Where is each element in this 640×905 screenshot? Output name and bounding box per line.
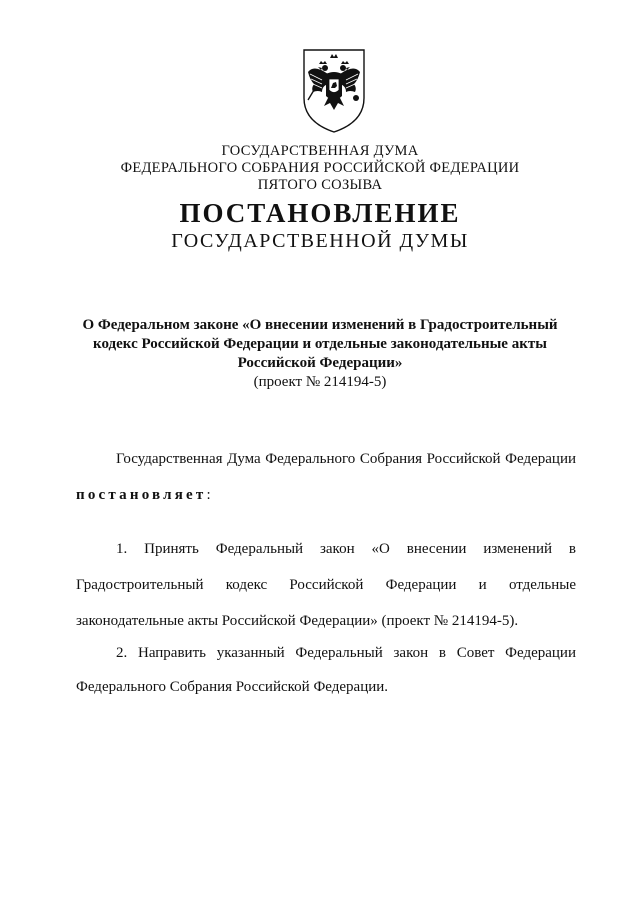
document-issuer-title: ГОСУДАРСТВЕННОЙ ДУМЫ: [171, 230, 469, 252]
resolution-item-1: 1. Принять Федеральный закон «О внесении изменений в Градостроительный кодекс Российской Федерации и отдельные законодательные акты Российской Федерации» (проект № 214194-5).: [76, 541, 576, 629]
issuer-header: [0, 143, 640, 194]
document-type-title: ПОСТАНОВЛЕНИЕ: [179, 198, 461, 228]
coat-of-arms-icon: [300, 46, 368, 136]
project-number: (проект № 214194-5): [253, 374, 387, 390]
preamble-text: Государственная Дума Федерального Собрания Российской Федерации: [116, 451, 576, 467]
preamble-paragraph: [76, 441, 576, 513]
preamble-verb: постановляет: [76, 487, 207, 503]
header-line-duma: ГОСУДАРСТВЕННАЯ ДУМА: [221, 143, 419, 159]
preamble-colon: :: [206, 487, 211, 503]
resolution-item-2: 2. Направить указанный Федеральный закон в Совет Федерации Федерального Собрания Российской Федерации.: [76, 645, 576, 695]
header-line-convocation: ПЯТОГО СОЗЫВА: [257, 177, 383, 193]
subject-title: О Федеральном законе «О внесении изменений в Градостроительный кодекс Российской Федерации и отдельные законодательные акты Российской Федерации»: [82, 317, 558, 371]
resolution-subject: [60, 316, 580, 392]
header-line-assembly: ФЕДЕРАЛЬНОГО СОБРАНИЯ РОССИЙСКОЙ ФЕДЕРАЦИИ: [120, 160, 520, 176]
